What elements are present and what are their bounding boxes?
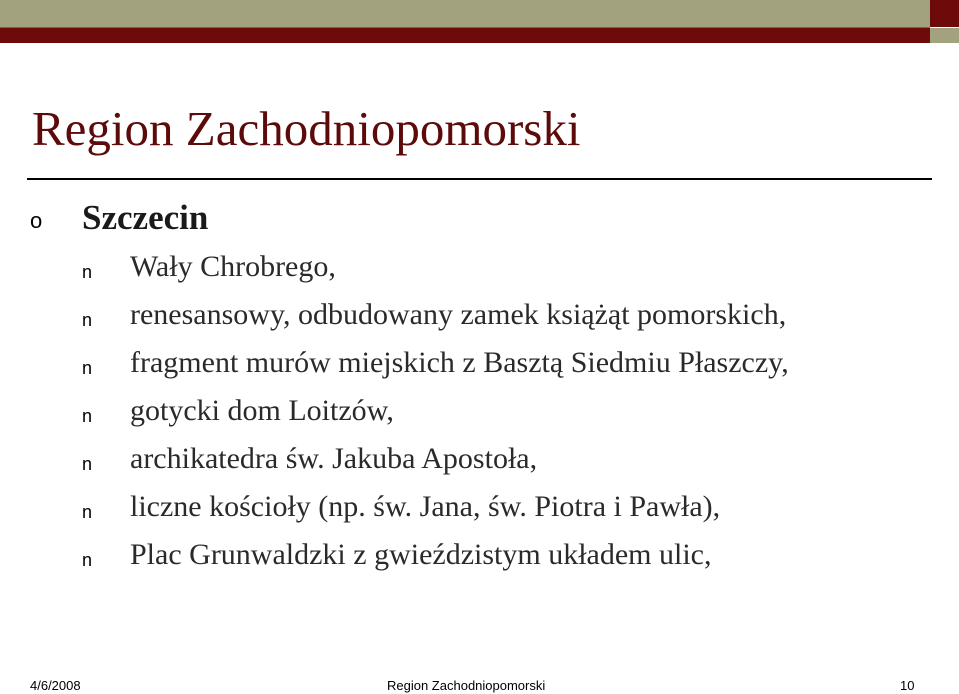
header-band-olive	[0, 0, 930, 28]
sub-bullet-icon: n	[82, 310, 93, 330]
footer-date: 4/6/2008	[30, 678, 81, 693]
sub-bullet-icon: n	[82, 550, 93, 570]
sub-bullet-icon: n	[82, 358, 93, 378]
footer-title: Region Zachodniopomorski	[387, 678, 546, 693]
slide-title: Region Zachodniopomorski	[32, 101, 581, 156]
title-divider	[27, 178, 932, 180]
sub-bullet-icon: n	[82, 454, 93, 474]
list-item-text: archikatedra św. Jakuba Apostoła,	[130, 442, 538, 475]
list-item-text: fragment murów miejskich z Basztą Siedmiu Płaszczy,	[130, 346, 789, 379]
list-item-text: liczne kościoły (np. św. Jana, św. Piotra i Pawła),	[130, 490, 721, 523]
sub-bullet-icon: n	[82, 262, 93, 282]
header-band-maroon	[0, 28, 930, 43]
header-corner-maroon	[930, 0, 959, 27]
main-bullet-icon: o	[30, 208, 43, 233]
list-item-text: renesansowy, odbudowany zamek książąt pomorskich,	[130, 298, 787, 331]
slide-footer	[0, 678, 959, 694]
list-item-text: gotycki dom Loitzów,	[130, 394, 394, 427]
header-corner-olive	[930, 28, 959, 43]
list-item-text: Plac Grunwaldzki z gwieździstym układem ulic,	[130, 538, 712, 571]
sub-bullet-icon: n	[82, 406, 93, 426]
list-item-text: Wały Chrobrego,	[130, 250, 336, 283]
sub-bullet-icon: n	[82, 502, 93, 522]
main-heading: Szczecin	[82, 198, 209, 237]
footer-page-number: 10	[900, 678, 915, 693]
